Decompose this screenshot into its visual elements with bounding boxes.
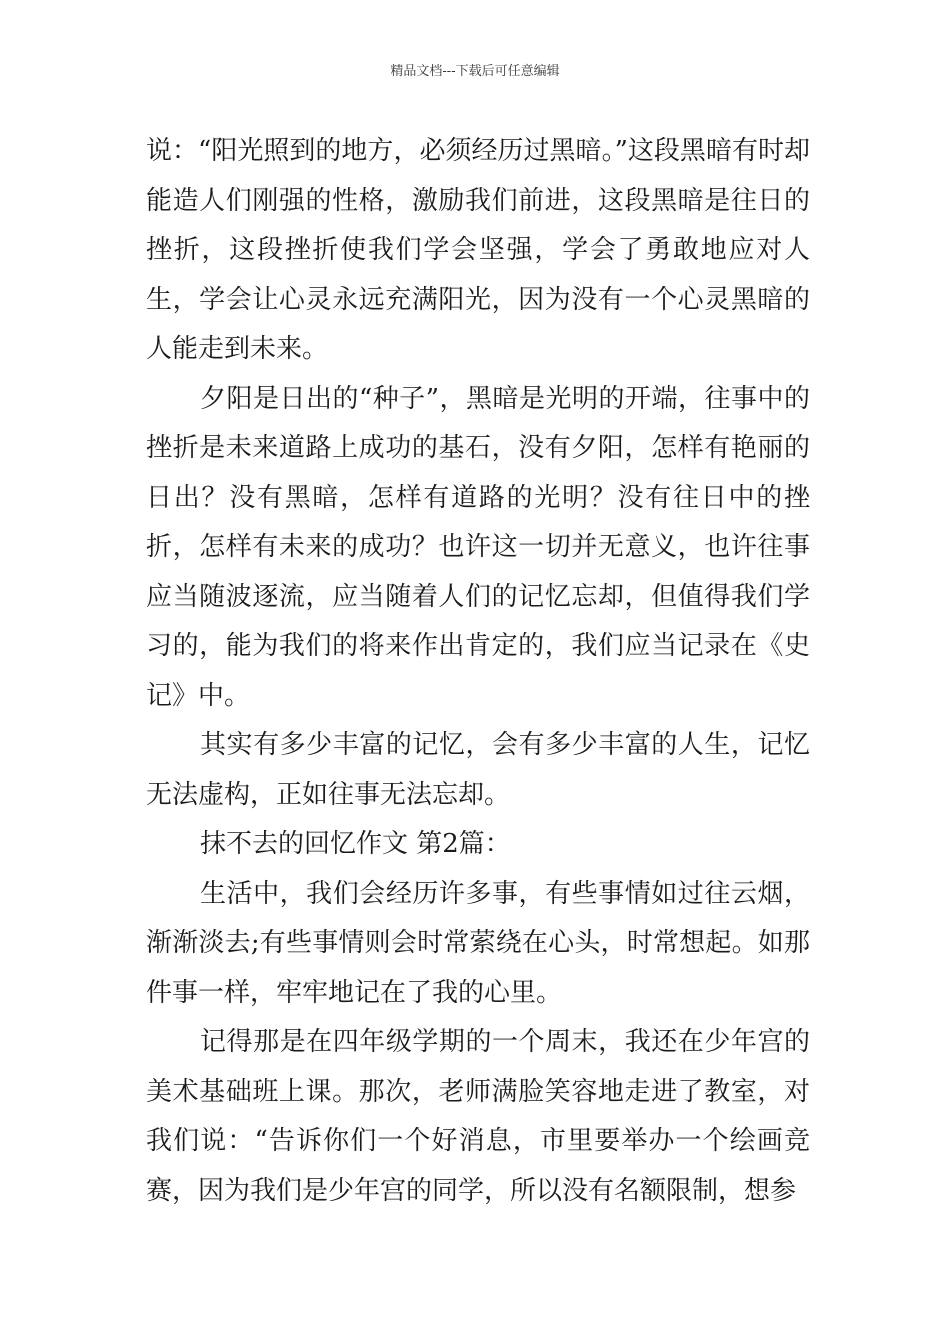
- document-body: [146, 127, 810, 1216]
- page-header: 精品文档---下载后可任意编辑: [390, 64, 560, 79]
- section-heading: 抹不去的回忆作文 第2篇：: [200, 829, 511, 859]
- paragraph-1: 说：“阳光照到的地方，必须经历过黑暗。”这段黑暗有时却能造人们刚强的性格，激励我们前进，这段黑暗是往日的挫折，这段挫折使我们学会坚强，学会了勇敢地应对人生，学会让心灵永远充满阳光，因为没有一个心灵黑暗的人能走到未来。: [146, 136, 810, 364]
- paragraph-3: 其实有多少丰富的记忆，会有多少丰富的人生，记忆无法虚构，正如往事无法忘却。: [146, 730, 810, 810]
- paragraph-2: 夕阳是日出的“种子”，黑暗是光明的开端，往事中的挫折是未来道路上成功的基石，没有夕阳，怎样有艳丽的日出？没有黑暗，怎样有道路的光明？没有往日中的挫折，怎样有未来的成功？也许这一切并无意义，也许往事应当随波逐流，应当随着人们的记忆忘却，但值得我们学习的，能为我们的将来作出肯定的，我们应当记录在《史记》中。: [146, 383, 810, 711]
- paragraph-5: 记得那是在四年级学期的一个周末，我还在少年宫的美术基础班上课。那次，老师满脸笑容地走进了教室，对我们说：“告诉你们一个好消息，市里要举办一个绘画竞赛，因为我们是少年宫的同学，所以没有名额限制，想参: [146, 1027, 810, 1206]
- paragraph-4: 生活中，我们会经历许多事，有些事情如过往云烟，渐渐淡去;有些事情则会时常萦绕在心头，时常想起。如那件事一样，牢牢地记在了我的心里。: [146, 878, 810, 1008]
